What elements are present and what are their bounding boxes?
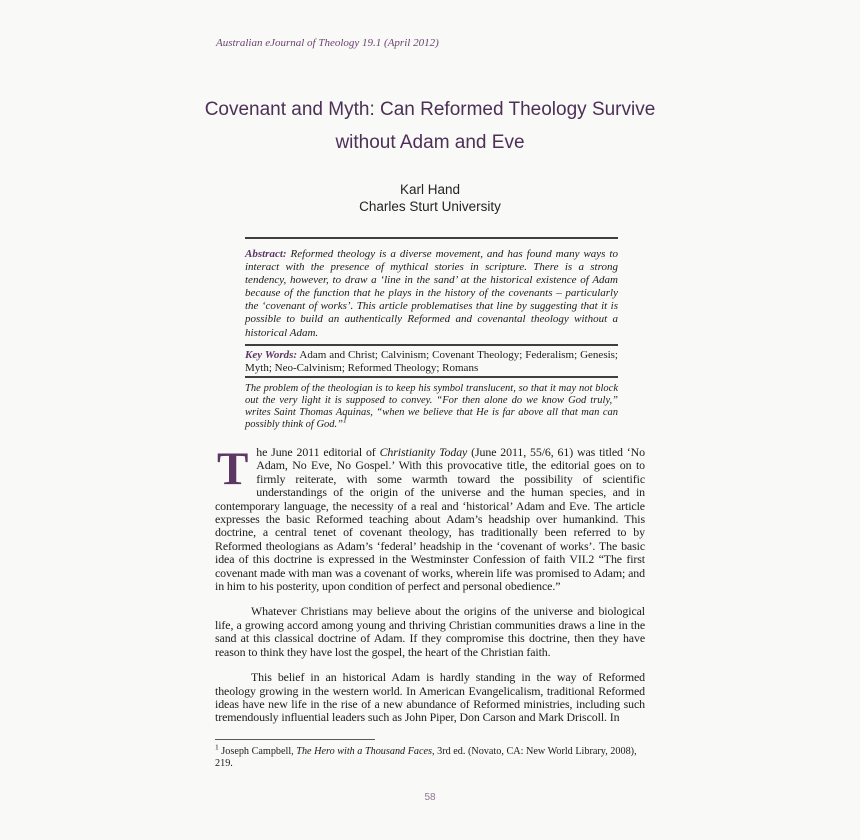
paragraph-1-text-continued: (June 2011, 55/6, 61) was titled ‘No Adam, No Eve, No Gospel.’ With this provocative title, the editorial goes on to firmly reiterate, with some warmth toward the possibility of scientific understandings of the origin of the universe and the human species, and in contemporary language, the necessity of a real and ‘historical’ Adam and Eve. The article expresses the basic Reformed teaching about Adam’s headship over humankind. This doctrine, a central tenet of covenant theology, has traditionally been referred to by Reformed theologians as Adam’s ‘federal’ headship in the ‘covenant of works’. The basic idea of this doctrine is expressed in the Westminster Confession of faith VII.2 “The first covenant made with man was a covenant of works, wherein life was promised to Adam; and in him to his posterity, upon condition of perfect and personal obedience.” [215,445,645,594]
epigraph-text: The problem of the theologian is to keep his symbol translucent, so that it may not block out the very light it is supposed to convey. “For then alone do we know God truly,” writes Saint Thomas Aquinas, “when we believe that He is far above all that man can possibly think of God.” [245,383,618,430]
drop-cap: T [217,443,249,495]
footnote [215,742,645,771]
epigraph [245,383,618,431]
abstract-label: Abstract: [245,248,287,260]
paragraph-2: Whatever Christians may believe about the origins of the universe and biological life, a growing accord among young and thriving Christian communities draws a line in the sand at this classical doctrine of Adam. If they compromise this doctrine, then they have reason to think they have lost the gospel, the heart of the Christian faith. [215,604,645,659]
journal-header: Australian eJournal of Theology 19.1 (April 2012) [216,37,439,49]
footnote-text: Joseph Campbell, [218,745,297,757]
paragraph-1 [215,443,645,594]
article-body [215,443,645,804]
abstract-top-rule [245,237,618,239]
footnote-book-title: The Hero with a Thousand Faces [296,745,433,757]
paragraph-1-text: he June 2011 editorial of [256,445,380,459]
footnote-separator-rule [215,739,375,740]
author-affiliation: Charles Sturt University [359,199,501,214]
author-name: Karl Hand [399,182,461,197]
keywords-bottom-rule [245,376,618,378]
paragraph-1-journal-name: Christianity Today [379,445,468,459]
abstract-bottom-rule [245,344,618,346]
footnote-text-continued: , 3rd ed. (Novato, CA: New World Library, 2008), 219. [215,745,637,770]
keywords-section [245,349,618,375]
paper-title-line2: without Adam and Eve [335,132,525,153]
page-number: 58 [424,791,436,803]
abstract-section [245,248,618,340]
paper-title [0,93,860,159]
keywords-text: Adam and Christ; Calvinism; Covenant Theology; Federalism; Genesis; Myth; Neo-Calvinism; Reformed Theology; Romans [245,349,618,374]
keywords-label: Key Words: [245,349,298,361]
abstract-text: Reformed theology is a diverse movement, and has found many ways to interact with the presence of mythical stories in scripture. There is a strong tendency, however, to draw a ‘line in the sand’ at the historical existence of Adam because of the function that he plays in the history of the covenants – particularly the ‘covenant of works’. This article problematises that line by suggesting that it is possible to build an authentically Reformed and covenantal theology without a historical Adam. [245,248,618,339]
footnote-marker: 1 [215,742,219,752]
author-block [0,181,860,215]
epigraph-footnote-marker: 1 [343,415,347,425]
paper-title-line1: Covenant and Myth: Can Reformed Theology Survive [204,99,656,120]
paragraph-3: This belief in an historical Adam is hardly standing in the way of Reformed theology growing in the western world. In American Evangelicalism, traditional Reformed ideas have new life in the rise of a new abundance of Reformed ministries, including such tremendously influential leaders such as John Piper, Don Carson and Mark Driscoll. In [215,670,645,725]
